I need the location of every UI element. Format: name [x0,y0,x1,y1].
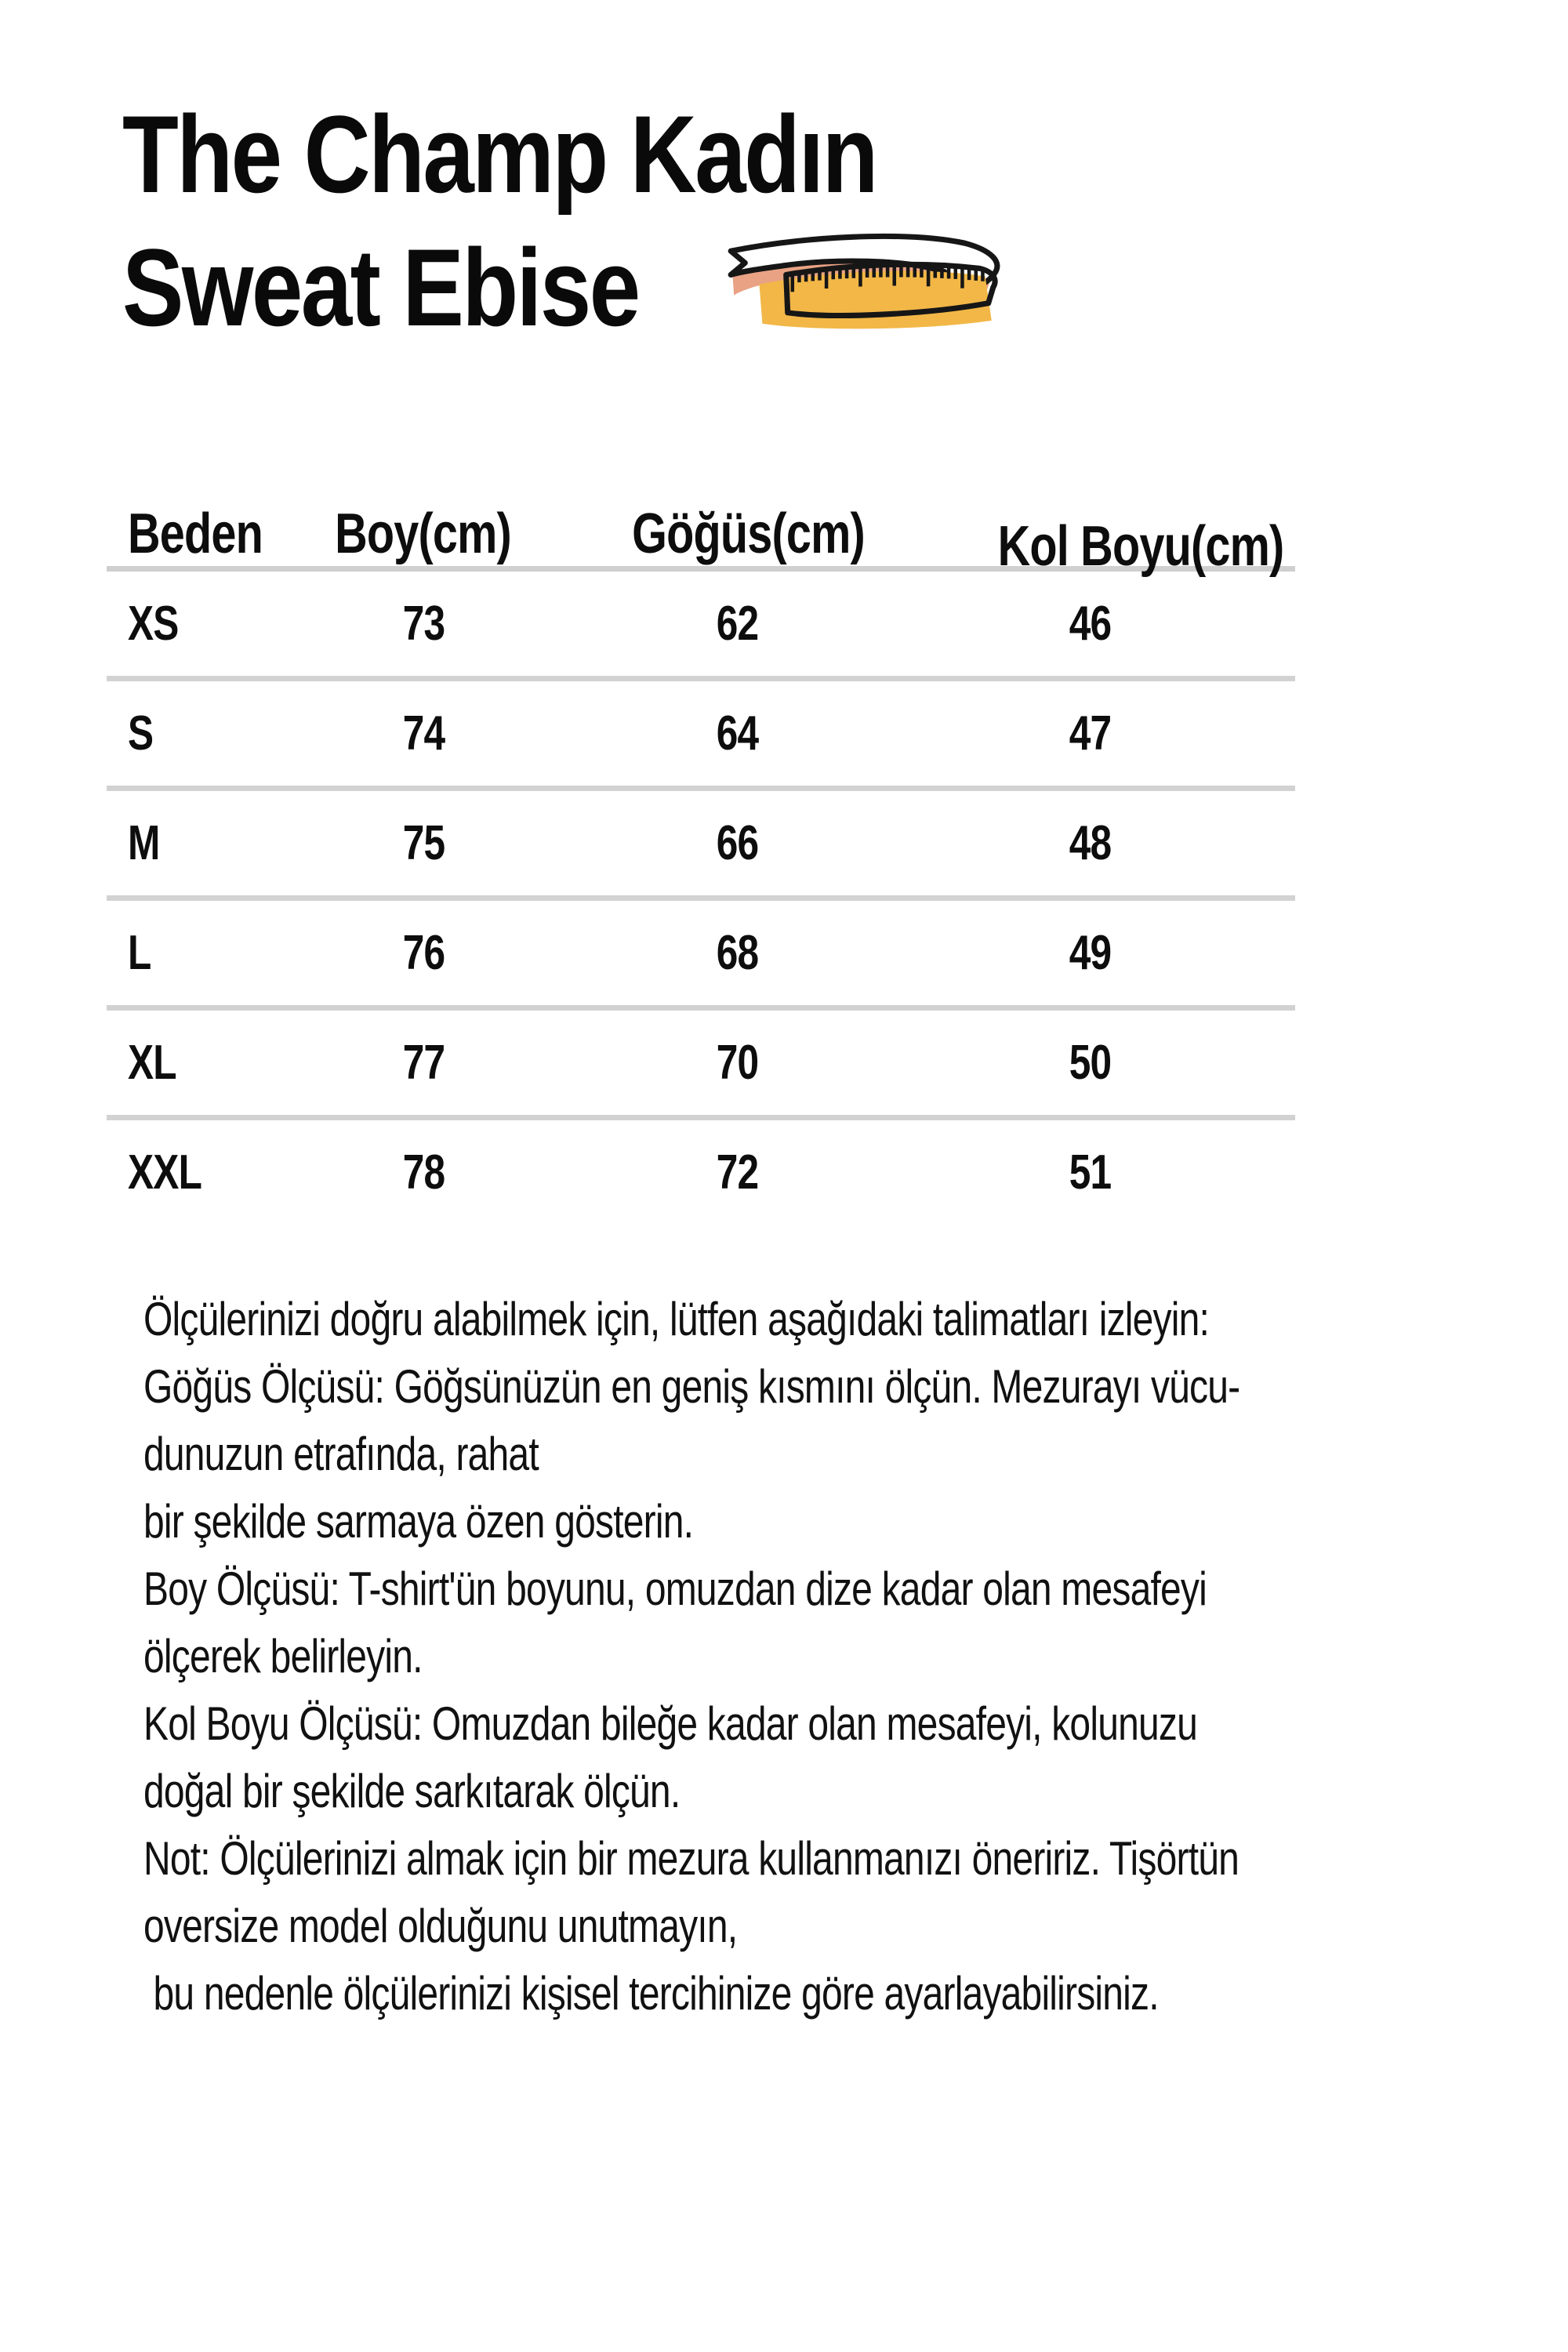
instruction-line: bu nedenle ölçülerinizi kişisel tercihinize göre ayarlayabilirsiniz. [143,1967,1159,2020]
gogus-value: 66 [716,816,758,870]
measuring-tape-graphic [715,223,1019,339]
header-beden-label: Beden [128,503,263,565]
boy-cell [290,1145,557,1200]
kol-value: 50 [1069,1036,1111,1090]
header-cell-beden [107,502,290,566]
size-label: M [128,816,160,870]
size-cell [107,815,290,871]
instruction-line: Boy Ölçüsü: T-shirt'ün boyunu, omuzdan dize kadar olan mesafeyi [143,1563,1207,1615]
header-boy-label: Boy(cm) [335,503,512,565]
instruction-line: oversize model olduğunu unutmayın, [143,1900,738,1952]
kol-cell [941,706,1295,761]
boy-cell [290,925,557,981]
instruction-line: bir şekilde sarmaya özen gösterin. [143,1495,694,1548]
table-row-xs [107,572,1295,681]
header-cell-kol-boyu [941,502,1295,578]
instruction-line: ölçerek belirleyin. [143,1630,423,1682]
kol-cell [941,1035,1295,1091]
kol-cell [941,1145,1295,1200]
size-cell [107,1035,290,1091]
kol-cell [941,815,1295,871]
instruction-line: Kol Boyu Ölçüsü: Omuzdan bileğe kadar olan mesafeyi, kolunuzu [143,1697,1197,1750]
gogus-cell [557,925,941,981]
instruction-line: Göğüs Ölçüsü: Göğsünüzün en geniş kısmını ölçün. Mezurayı vücu- [143,1360,1240,1413]
size-cell [107,925,290,981]
boy-cell [290,1035,557,1091]
size-label: S [128,706,154,760]
header-kol-boyu-label: Kol Boyu(cm) [997,515,1284,578]
measurement-instructions [143,1286,1523,2027]
header-cell-gogus [557,502,941,566]
size-table-header-row [107,502,1295,578]
gogus-value: 62 [716,597,758,651]
size-cell [107,706,290,761]
gogus-cell [557,706,941,761]
gogus-cell [557,1145,941,1200]
table-row-xl [107,1011,1295,1120]
gogus-value: 72 [716,1145,758,1200]
size-cell [107,1145,290,1200]
table-row-xxl [107,1120,1295,1225]
instruction-line: dunuzun etrafında, rahat [143,1428,539,1480]
boy-cell [290,706,557,761]
boy-cell [290,596,557,652]
kol-value: 47 [1069,706,1111,760]
boy-value: 77 [402,1036,445,1090]
product-title-line2: Sweat Ebise [122,226,639,349]
size-label: XL [128,1036,176,1090]
header-cell-boy [290,502,557,566]
instruction-line: Not: Ölçülerinizi almak için bir mezura kullanmanızı öneririz. Tişörtün [143,1832,1240,1885]
instruction-line: doğal bir şekilde sarkıtarak ölçün. [143,1765,681,1817]
gogus-cell [557,596,941,652]
size-label: XS [128,597,179,651]
gogus-cell [557,1035,941,1091]
gogus-cell [557,815,941,871]
size-label: XXL [128,1145,202,1200]
gogus-value: 68 [716,926,758,980]
size-cell [107,596,290,652]
instruction-line: Ölçülerinizi doğru alabilmek için, lütfen aşağıdaki talimatları izleyin: [143,1293,1210,1345]
header-gogus-label: Göğüs(cm) [632,503,866,565]
boy-value: 73 [402,597,445,651]
kol-value: 48 [1069,816,1111,870]
boy-value: 76 [402,926,445,980]
size-table [107,502,1295,1225]
kol-cell [941,596,1295,652]
boy-value: 74 [402,706,445,760]
table-row-m [107,791,1295,901]
table-row-l [107,901,1295,1011]
product-title-line1: The Champ Kadın [122,93,877,216]
kol-cell [941,925,1295,981]
gogus-value: 64 [716,706,758,760]
kol-value: 49 [1069,926,1111,980]
boy-value: 75 [402,816,445,870]
kol-value: 51 [1069,1145,1111,1200]
boy-value: 78 [402,1145,445,1200]
size-label: L [128,926,151,980]
gogus-value: 70 [716,1036,758,1090]
kol-value: 46 [1069,597,1111,651]
table-row-s [107,681,1295,791]
boy-cell [290,815,557,871]
measuring-tape-icon [715,223,1019,339]
